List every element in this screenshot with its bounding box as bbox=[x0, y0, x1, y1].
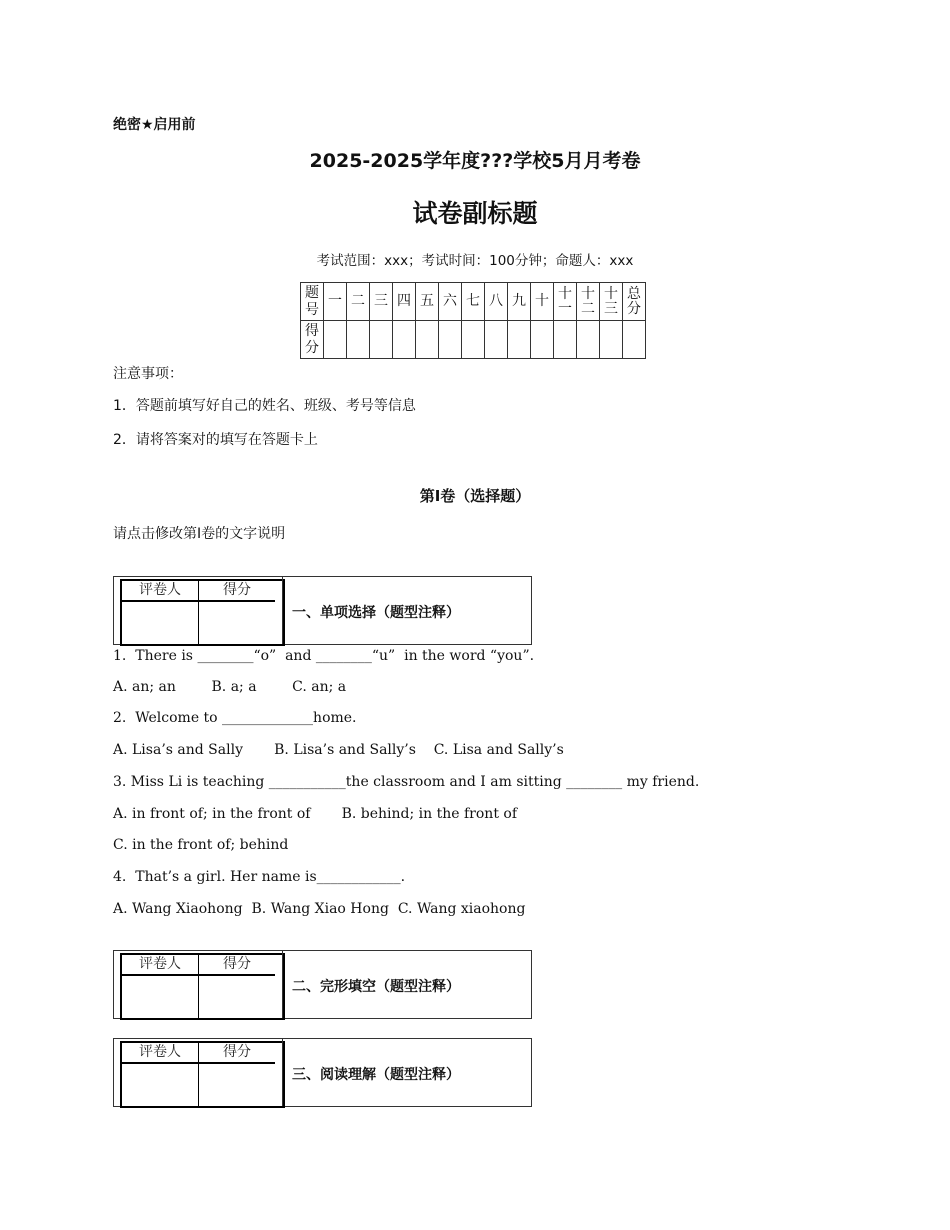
score-cell bbox=[416, 321, 439, 359]
exam-info: 考试范围：xxx；考试时间：100分钟；命题人：xxx bbox=[316, 253, 634, 269]
score-table-col: 十三 bbox=[600, 283, 623, 321]
part1-description: 请点击修改第I卷的文字说明 bbox=[113, 526, 286, 542]
question-4: 4. That’s a girl. Her name is____________. bbox=[113, 869, 406, 885]
score-cell bbox=[199, 976, 275, 1018]
score-cell bbox=[199, 602, 275, 644]
score-table-col: 九 bbox=[508, 283, 531, 321]
grader-box bbox=[120, 579, 285, 646]
confidential-label: 绝密★启用前 bbox=[113, 117, 196, 133]
section-title: 三、阅读理解（题型注释） bbox=[292, 1067, 460, 1083]
score-cell bbox=[554, 321, 577, 359]
question-1-options: A. an; an B. a; a C. an; a bbox=[113, 679, 347, 695]
question-2: 2. Welcome to _____________home. bbox=[113, 710, 357, 726]
question-2-options: A. Lisa’s and Sally B. Lisa’s and Sally’s C. Lisa and Sally’s bbox=[113, 742, 564, 758]
score-cell bbox=[485, 321, 508, 359]
score-table-score-row bbox=[301, 321, 646, 359]
score-label: 得分 bbox=[199, 581, 275, 602]
score-cell bbox=[439, 321, 462, 359]
notes-heading: 注意事项： bbox=[113, 366, 183, 382]
score-table-col: 八 bbox=[485, 283, 508, 321]
section-title: 一、单项选择（题型注释） bbox=[292, 605, 460, 621]
score-label: 得分 bbox=[199, 1043, 275, 1064]
score-table bbox=[300, 282, 646, 359]
reviewer-label: 评卷人 bbox=[122, 955, 199, 976]
note-item: 1．答题前填写好自己的姓名、班级、考号等信息 bbox=[113, 398, 416, 414]
score-cell bbox=[600, 321, 623, 359]
reviewer-cell bbox=[122, 602, 199, 644]
score-table-col: 十 bbox=[531, 283, 554, 321]
score-cell bbox=[347, 321, 370, 359]
reviewer-cell bbox=[122, 1064, 199, 1106]
score-cell bbox=[531, 321, 554, 359]
section-header-3 bbox=[113, 1038, 532, 1107]
score-table-col: 七 bbox=[462, 283, 485, 321]
score-table-col: 四 bbox=[393, 283, 416, 321]
score-cell bbox=[199, 1064, 275, 1106]
question-3-options-cont: C. in the front of; behind bbox=[113, 837, 289, 853]
score-table-col: 十一 bbox=[554, 283, 577, 321]
score-table-col: 二 bbox=[347, 283, 370, 321]
score-table-col: 总分 bbox=[623, 283, 646, 321]
section-title: 二、完形填空（题型注释） bbox=[292, 979, 460, 995]
score-table-row-label: 得分 bbox=[301, 321, 324, 359]
question-3-options: A. in front of; in the front of B. behind; in the front of bbox=[113, 806, 518, 822]
score-cell bbox=[508, 321, 531, 359]
divider bbox=[282, 951, 283, 1018]
score-table-col: 六 bbox=[439, 283, 462, 321]
score-table-col: 三 bbox=[370, 283, 393, 321]
score-table-col: 五 bbox=[416, 283, 439, 321]
reviewer-cell bbox=[122, 976, 199, 1018]
score-cell bbox=[393, 321, 416, 359]
score-cell bbox=[324, 321, 347, 359]
score-table-row-label: 题号 bbox=[301, 283, 324, 321]
score-cell bbox=[462, 321, 485, 359]
score-label: 得分 bbox=[199, 955, 275, 976]
exam-subtitle: 试卷副标题 bbox=[412, 199, 538, 228]
question-3: 3. Miss Li is teaching ___________the classroom and I am sitting ________ my friend. bbox=[113, 774, 700, 790]
grader-box bbox=[120, 953, 285, 1020]
score-table-col: 一 bbox=[324, 283, 347, 321]
score-table-col: 十二 bbox=[577, 283, 600, 321]
note-item: 2．请将答案对的填写在答题卡上 bbox=[113, 432, 318, 448]
question-4-options: A. Wang Xiaohong B. Wang Xiao Hong C. Wang xiaohong bbox=[113, 901, 526, 917]
score-cell bbox=[370, 321, 393, 359]
exam-title: 2025-2025学年度???学校5月月考卷 bbox=[309, 150, 641, 172]
divider bbox=[282, 1039, 283, 1106]
divider bbox=[282, 577, 283, 644]
section-header-1 bbox=[113, 576, 532, 645]
section-header-2 bbox=[113, 950, 532, 1019]
score-cell bbox=[577, 321, 600, 359]
reviewer-label: 评卷人 bbox=[122, 1043, 199, 1064]
part1-title: 第I卷（选择题） bbox=[419, 487, 531, 505]
reviewer-label: 评卷人 bbox=[122, 581, 199, 602]
grader-box bbox=[120, 1041, 285, 1108]
score-cell bbox=[623, 321, 646, 359]
question-1: 1. There is ________“o” and ________“u” in the word “you”. bbox=[113, 648, 535, 664]
score-table-header-row bbox=[301, 283, 646, 321]
